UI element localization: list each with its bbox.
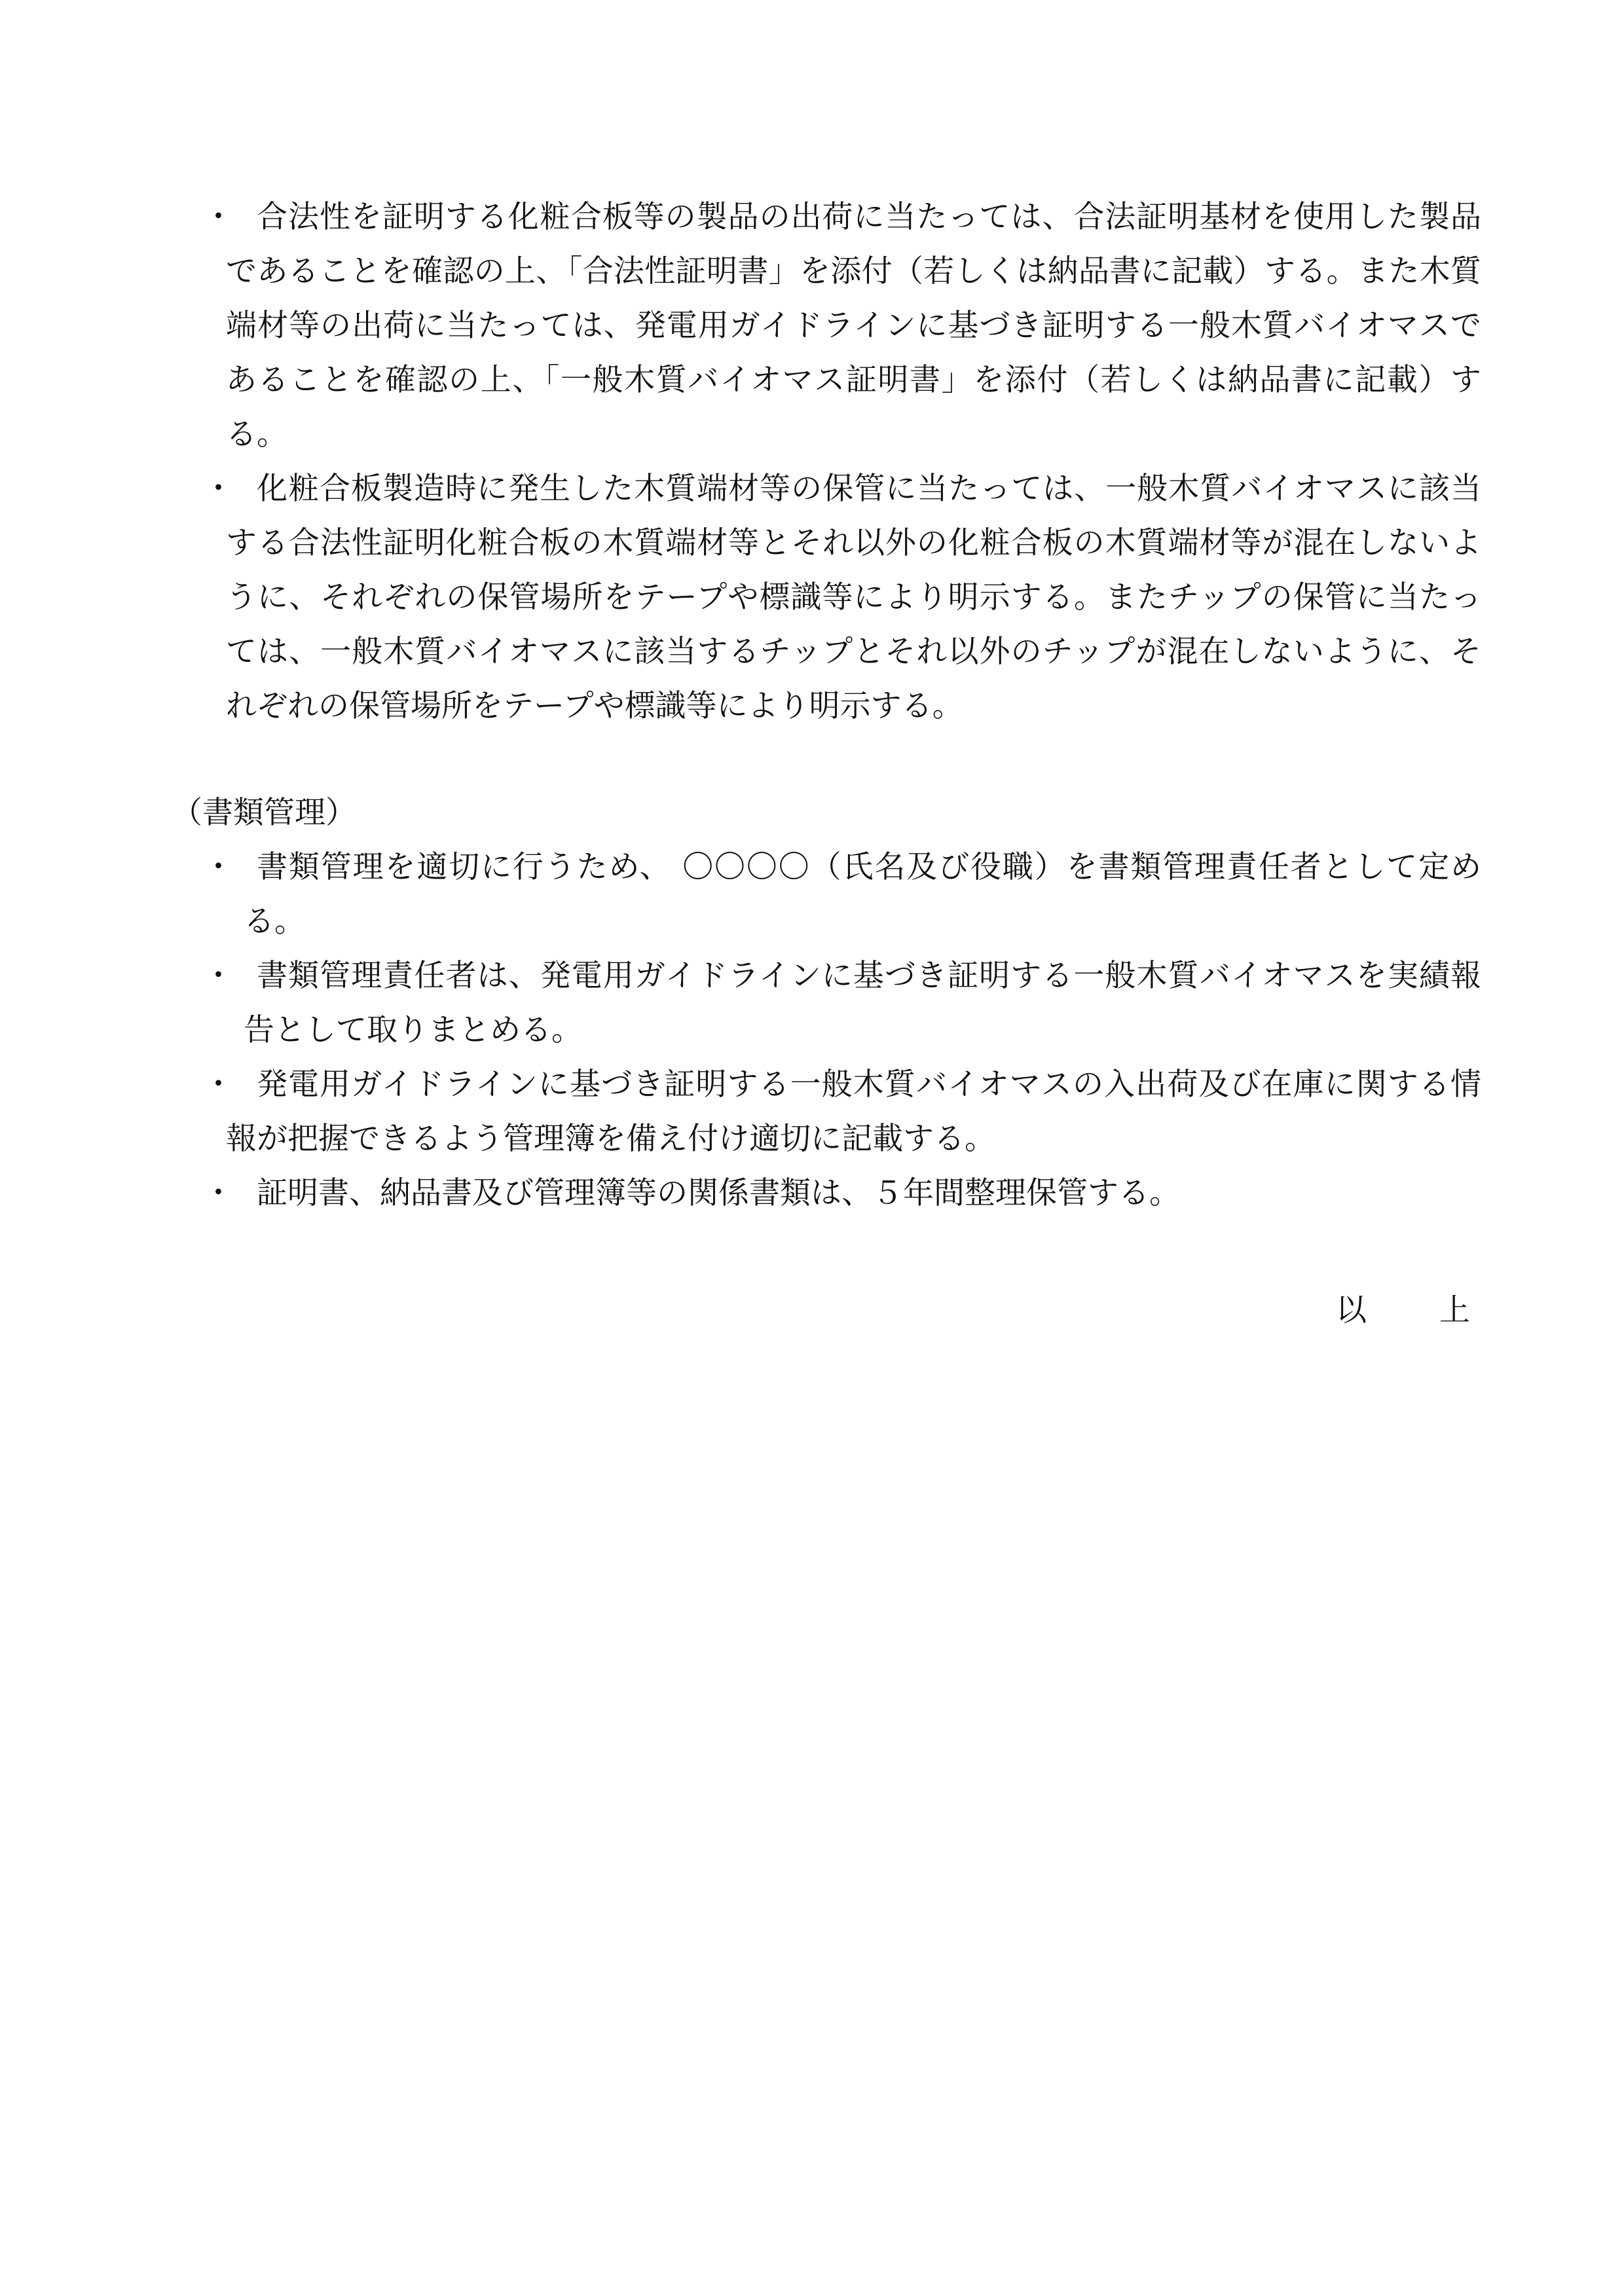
closing-mark: 以 上 (1336, 1292, 1491, 1328)
list-item-text: 書類管理を適切に行うため、 〇〇〇〇（氏名及び役職）を書類管理責任者として定める。 (244, 849, 1481, 939)
bullet-mark: ・ (203, 199, 234, 235)
bullet-mark: ・ (203, 1066, 234, 1102)
document-management-section (172, 840, 1481, 1220)
bullet-mark: ・ (203, 958, 234, 994)
document-body (172, 190, 1481, 1220)
bullet-mark: ・ (203, 471, 234, 507)
list-item-text: 発電用ガイドラインに基づき証明する一般木質バイオマスの入出荷及び在庫に関する情報が把握できるよう管理簿を備え付け適切に記載する。 (226, 1066, 1481, 1157)
list-item (172, 462, 1481, 733)
list-item-text: 書類管理責任者は、発電用ガイドラインに基づき証明する一般木質バイオマスを実績報告として取りまとめる。 (244, 958, 1481, 1048)
shipping-storage-section (172, 190, 1481, 733)
list-item-text: 証明書、納品書及び管理簿等の関係書類は、５年間整理保管する。 (257, 1175, 1180, 1211)
list-item (172, 840, 1481, 949)
list-item-text: 化粧合板製造時に発生した木質端材等の保管に当たっては、一般木質バイオマスに該当する合法性証明化粧合板の木質端材等とそれ以外の化粧合板の木質端材等が混在しないように、それぞれの保管場所をテープや標識等により明示する。またチップの保管に当たっては、一般木質バイオマスに該当するチップとそれ以外のチップが混在しないように、それぞれの保管場所をテープや標識等により明示する。 (226, 471, 1481, 724)
bullet-mark: ・ (203, 849, 234, 885)
list-item (172, 1057, 1481, 1166)
list-item (172, 949, 1481, 1057)
list-item (172, 1166, 1481, 1220)
list-item (172, 190, 1481, 462)
bullet-mark: ・ (203, 1175, 234, 1211)
section-heading-document-management: （書類管理） (172, 795, 356, 831)
list-item-text: 合法性を証明する化粧合板等の製品の出荷に当たっては、合法証明基材を使用した製品であることを確認の上、「合法性証明書」を添付（若しくは納品書に記載）する。また木質端材等の出荷に当たっては、発電用ガイドラインに基づき証明する一般木質バイオマスであることを確認の上、「一般木質バイオマス証明書」を添付（若しくは納品書に記載）する。 (226, 199, 1481, 452)
